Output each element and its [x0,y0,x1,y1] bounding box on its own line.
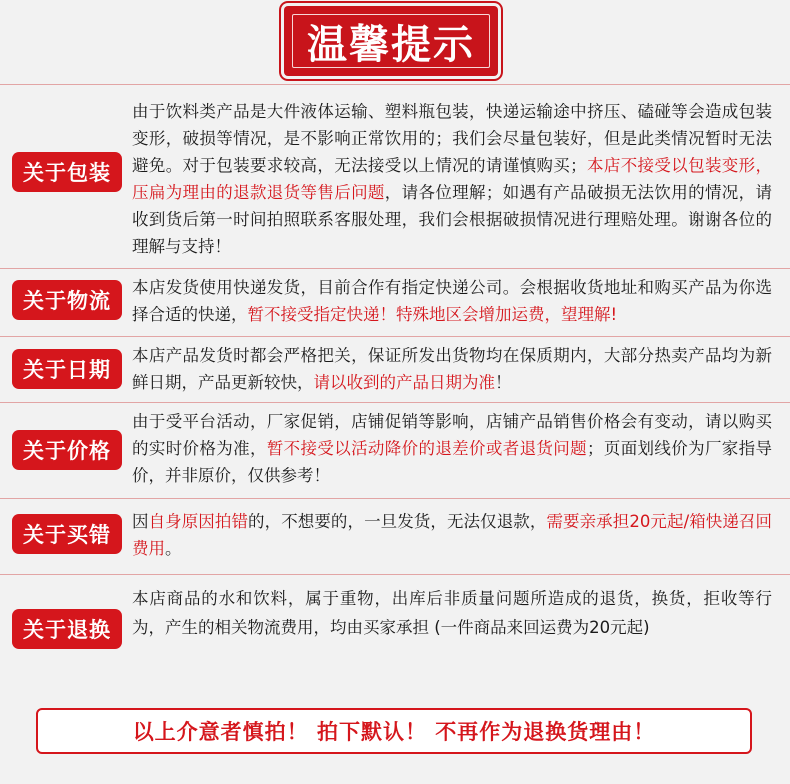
title-banner [284,6,498,76]
text-highlight: 需要亲承担20元起/箱快递召回费用 [132,512,773,558]
section-text-price [132,408,772,489]
footer-notice [36,708,752,754]
section-logistics [0,270,790,334]
section-wrong-purchase [0,500,790,572]
section-label-date: 关于日期 [12,349,122,389]
text-normal: 的，不想要的，一旦发货，无法仅退款， [248,512,547,531]
text-normal: 本店发货使用快递发货，目前合作有指定快递公司。会根据收货地址和购买产品为你选择合适的快递， [132,278,772,324]
footer-text: 以上介意者慎拍！ 拍下默认！ 不再作为退换货理由！ [132,720,656,744]
section-label-logistics: 关于物流 [12,280,122,320]
text-highlight: 本店不接受以包装变形，压扁为理由的退款退货等售后问题 [132,156,773,202]
text-highlight: 暂不接受指定快递！特殊地区会增加运费，望理解! [247,305,618,324]
divider [0,268,790,269]
text-normal: 本店商品的水和饮料，属于重物，出库后非质量问题所造成的退货，换货，拒收等行为，产生的相关物流费用，均由买家承担 (一件商品来回运费为20元起) [132,589,772,637]
section-text-wrong-purchase [132,508,772,562]
text-normal: 由于受平台活动，厂家促销，店铺促销等影响，店铺产品销售价格会有变动，请以购买的实时价格为准， [132,412,772,458]
text-normal: ！ [495,373,512,392]
section-label-price: 关于价格 [12,430,122,470]
text-normal: 本店产品发货时都会严格把关，保证所发出货物均在保质期内，大部分热卖产品均为新鲜日期，产品更新较快， [132,346,772,392]
text-normal: 因 [132,512,149,531]
section-price [0,404,790,496]
section-label-wrong-purchase: 关于买错 [12,514,122,554]
text-highlight: 暂不接受以活动降价的退差价或者退货问题 [266,439,587,458]
divider [0,498,790,499]
text-highlight: 请以收到的产品日期为准 [313,373,495,392]
divider [0,574,790,575]
section-label-packaging: 关于包装 [12,152,122,192]
text-normal: 由于饮料类产品是大件液体运输、塑料瓶包装，快递运输途中挤压、磕碰等会造成包装变形，破损等情况，是不影响正常饮用的；我们会尽量包装好，但是此类情况暂时无法避免。对于包装要求较高，无法接受以上情况的请谨慎购买； [132,102,772,175]
section-text-returns [132,584,772,642]
section-text-packaging [132,98,772,260]
divider [0,402,790,403]
divider [0,84,790,85]
section-date [0,338,790,400]
section-text-date [132,342,772,396]
section-packaging [0,92,790,268]
section-returns [0,576,790,682]
divider [0,336,790,337]
section-label-returns: 关于退换 [12,609,122,649]
text-normal: ，请各位理解；如遇有产品破损无法饮用的情况，请收到货后第一时间拍照联系客服处理，我们会根据破损情况进行理赔处理。谢谢各位的理解与支持！ [132,183,773,256]
text-normal: ；页面划线价为厂家指导价，并非原价，仅供参考！ [132,439,773,485]
text-normal: 。 [165,539,182,558]
section-text-logistics [132,274,772,328]
page-title: 温馨提示 [307,20,475,68]
text-highlight: 自身原因拍错 [148,512,249,531]
